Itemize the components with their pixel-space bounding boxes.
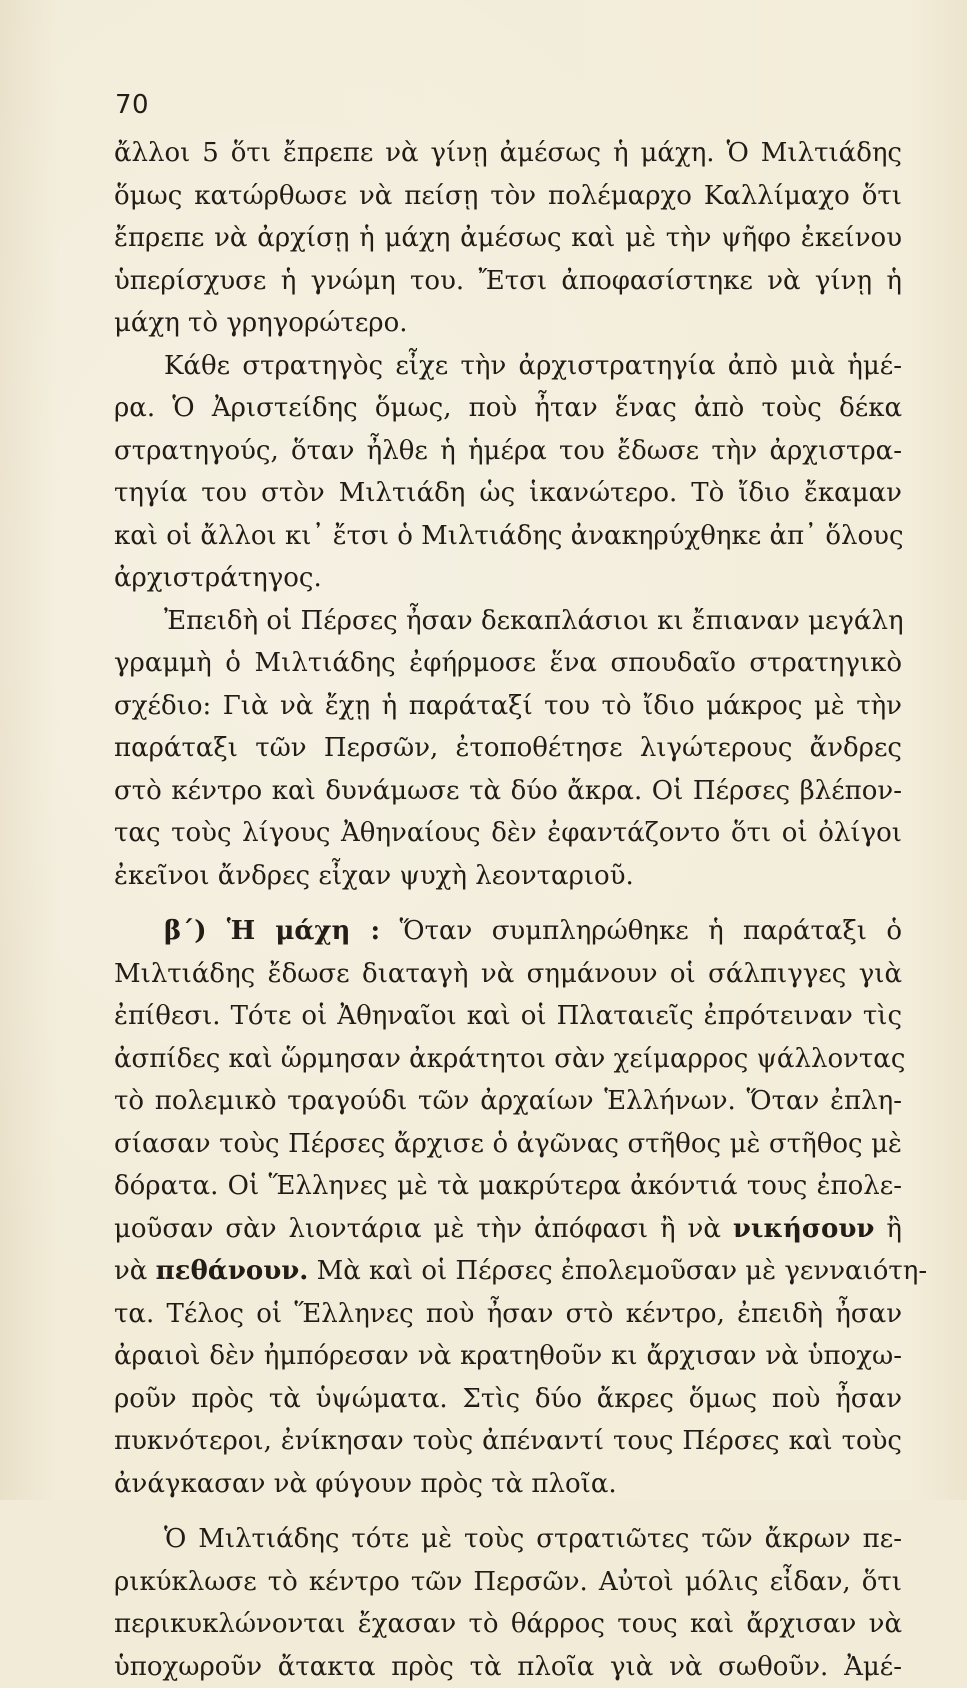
page-number: 70 [115, 90, 149, 120]
text-line: στρατηγούς, ὅταν ἦλθε ἡ ἡμέρα του ἔδωσε τὴν ἀρχιστρα- [114, 430, 902, 473]
text-line: γραμμὴ ὁ Μιλτιάδης ἐφήρμοσε ἕνα σπουδαῖο στρατηγικὸ [114, 642, 902, 685]
text-span: ἢ [874, 1214, 902, 1244]
text-line: δόρατα. Οἱ Ἕλληνες μὲ τὰ μακρύτερα ἀκόντιά τους ἐπολε- [114, 1165, 902, 1208]
text-line: ρα. Ὁ Ἀριστείδης ὅμως, ποὺ ἦταν ἕνας ἀπὸ τοὺς δέκα [114, 387, 902, 430]
bold-text: νικήσουν [733, 1214, 875, 1244]
bold-text: β´) Ἡ μάχη : [164, 916, 380, 946]
text-line: ἐπίθεσι. Τότε οἱ Ἀθηναῖοι καὶ οἱ Πλαταιεῖς ἐπρότειναν τὶς [114, 995, 902, 1038]
text-line: Μιλτιάδης ἔδωσε διαταγὴ νὰ σημάνουν οἱ σάλπιγγες γιὰ [114, 953, 902, 996]
text-line: ἀρχιστράτηγος. [114, 557, 902, 600]
text-line: ἔπρεπε νὰ ἀρχίσῃ ἡ μάχη ἀμέσως καὶ μὲ τὴν ψῆφο ἐκείνου [114, 217, 902, 260]
text-line: παράταξι τῶν Περσῶν, ἐτοποθέτησε λιγώτερους ἄνδρες [114, 727, 902, 770]
text-line: πυκνότεροι, ἐνίκησαν τοὺς ἀπέναντί τους Πέρσες καὶ τοὺς [114, 1420, 902, 1463]
text-line [114, 1250, 902, 1293]
paragraph-spacer [114, 897, 902, 910]
text-line: ἀνάγκασαν νὰ φύγουν πρὸς τὰ πλοῖα. [114, 1463, 902, 1506]
text-line: ἀραιοὶ δὲν ἠμπόρεσαν νὰ κρατηθοῦν κι ἄρχισαν νὰ ὑποχω- [114, 1335, 902, 1378]
text-line: ἐκεῖνοι ἄνδρες εἶχαν ψυχὴ λεονταριοῦ. [114, 855, 902, 898]
text-line: σχέδιο: Γιὰ νὰ ἔχῃ ἡ παράταξί του τὸ ἴδιο μάκρος μὲ τὴν [114, 685, 902, 728]
text-line: τὸ πολεμικὸ τραγούδι τῶν ἀρχαίων Ἑλλήνων. Ὅταν ἐπλη- [114, 1080, 902, 1123]
text-line: ἄλλοι 5 ὅτι ἔπρεπε νὰ γίνῃ ἀμέσως ἡ μάχη. Ὁ Μιλτιάδης [114, 132, 902, 175]
text-line: τας τοὺς λίγους Ἀθηναίους δὲν ἐφαντάζοντο ὅτι οἱ ὀλίγοι [114, 812, 902, 855]
text-line: Ὁ Μιλτιάδης τότε μὲ τοὺς στρατιῶτες τῶν ἄκρων πε- [114, 1518, 902, 1561]
text-line: ὑπερίσχυσε ἡ γνώμη του. Ἔτσι ἀποφασίστηκε νὰ γίνῃ ἡ [114, 260, 902, 303]
text-line: ρικύκλωσε τὸ κέντρο τῶν Περσῶν. Αὐτοὶ μόλις εἶδαν, ὅτι [114, 1561, 902, 1604]
text-line: τηγία του στὸν Μιλτιάδη ὡς ἱκανώτερο. Τὸ ἴδιο ἔκαμαν [114, 472, 902, 515]
text-line: Ἐπειδὴ οἱ Πέρσες ἦσαν δεκαπλάσιοι κι ἔπιαναν μεγάλη [114, 600, 902, 643]
text-line: ὅμως κατώρθωσε νὰ πείσῃ τὸν πολέμαρχο Καλλίμαχο ὅτι [114, 175, 902, 218]
bold-text: πεθάνουν. [156, 1256, 309, 1286]
body-text [114, 132, 902, 1688]
text-line: μάχη τὸ γρηγορώτερο. [114, 302, 902, 345]
text-line [114, 1208, 902, 1251]
text-line: ἀσπίδες καὶ ὥρμησαν ἀκράτητοι σὰν χείμαρρος ψάλλοντας [114, 1038, 902, 1081]
text-line: καὶ οἱ ἄλλοι κι᾿ ἔτσι ὁ Μιλτιάδης ἀνακηρύχθηκε ἀπ᾿ ὅλους [114, 515, 902, 558]
text-line [114, 910, 902, 953]
text-span: Μὰ καὶ οἱ Πέρσες ἐπολεμοῦσαν μὲ γενναιότη- [308, 1256, 927, 1286]
text-span: Ὅταν συμπληρώθηκε ἡ παράταξι ὁ [380, 916, 902, 946]
text-line: περικυκλώνονται ἔχασαν τὸ θάρρος τους καὶ ἄρχισαν νὰ [114, 1603, 902, 1646]
text-line: ὑποχωροῦν ἄτακτα πρὸς τὰ πλοῖα γιὰ νὰ σωθοῦν. Ἀμέ- [114, 1646, 902, 1688]
paragraph-spacer [114, 1505, 902, 1518]
text-line: ροῦν πρὸς τὰ ὑψώματα. Στὶς δύο ἄκρες ὅμως ποὺ ἦσαν [114, 1378, 902, 1421]
text-line: σίασαν τοὺς Πέρσες ἄρχισε ὁ ἀγῶνας στῆθος μὲ στῆθος μὲ [114, 1123, 902, 1166]
text-line: Κάθε στρατηγὸς εἶχε τὴν ἀρχιστρατηγία ἀπὸ μιὰ ἡμέ- [114, 345, 902, 388]
text-line: τα. Τέλος οἱ Ἕλληνες ποὺ ἦσαν στὸ κέντρο, ἐπειδὴ ἦσαν [114, 1293, 902, 1336]
text-span: μοῦσαν σὰν λιοντάρια μὲ τὴν ἀπόφασι ἢ νὰ [114, 1214, 733, 1244]
text-span: νὰ [114, 1256, 156, 1286]
text-line: στὸ κέντρο καὶ δυνάμωσε τὰ δύο ἄκρα. Οἱ Πέρσες βλέπον- [114, 770, 902, 813]
